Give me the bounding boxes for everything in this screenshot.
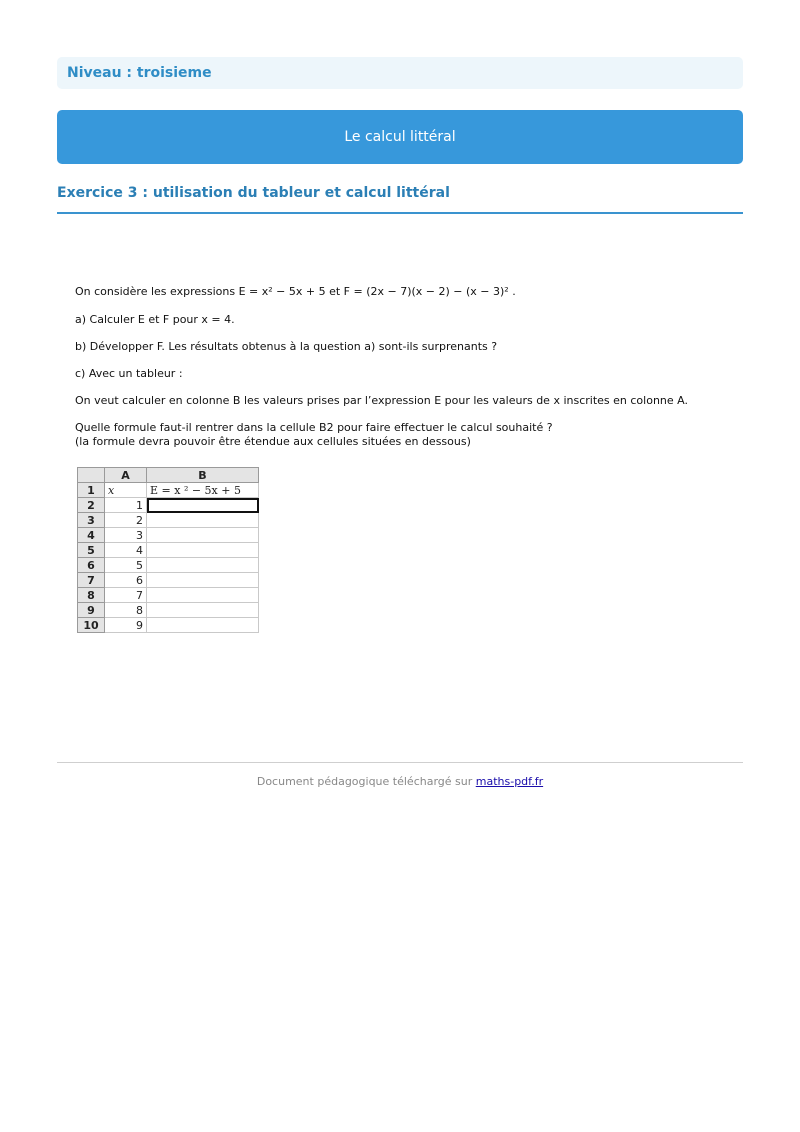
level-text: Niveau : troisieme [67,65,212,81]
footer [57,775,743,788]
row-header: 1 [78,483,105,498]
row-header: 7 [78,573,105,588]
title-divider [57,212,743,214]
table-row [78,618,259,633]
cell-a: 7 [105,588,147,603]
statement-line: (la formule devra pouvoir être étendue aux cellules situées en dessous) [75,435,471,448]
cell-b [147,588,259,603]
cell-a: 2 [105,513,147,528]
statement-line: Quelle formule faut-il rentrer dans la cellule B2 pour faire effectuer le calcul souhaité ? [75,421,553,434]
cell-b1: E = x ² − 5x + 5 [147,483,259,498]
cell-a: 6 [105,573,147,588]
cell-a: 8 [105,603,147,618]
cell-b2-selected [147,498,259,513]
spreadsheet [77,467,259,633]
cell-b [147,603,259,618]
cell-b [147,543,259,558]
row-header: 2 [78,498,105,513]
question-a: a) Calculer E et F pour x = 4. [75,313,235,326]
cell-a: 3 [105,528,147,543]
table-row [78,588,259,603]
column-header-row [78,468,259,483]
table-row [78,498,259,513]
question-b: b) Développer F. Les résultats obtenus à la question a) sont-ils surprenants ? [75,340,498,353]
footer-divider [57,762,743,763]
cell-b [147,528,259,543]
exercise-title: Exercice 3 : utilisation du tableur et calcul littéral [57,185,450,201]
topic-banner [57,110,743,164]
table-row [78,543,259,558]
topic-title: Le calcul littéral [344,129,456,145]
cell-a: 5 [105,558,147,573]
row-header: 10 [78,618,105,633]
corner-cell [78,468,105,483]
cell-b [147,573,259,588]
cell-b [147,558,259,573]
footer-link[interactable]: maths-pdf.fr [475,775,544,788]
column-header-b: B [147,468,259,483]
row-header: 5 [78,543,105,558]
column-header-a: A [105,468,147,483]
row-header: 8 [78,588,105,603]
table-row [78,528,259,543]
statement-line: On considère les expressions E = x² − 5x + 5 et F = (2x − 7)(x − 2) − (x − 3)² . [75,285,516,298]
question-c: c) Avec un tableur : [75,367,183,380]
statement-line: On veut calculer en colonne B les valeurs prises par l’expression E pour les valeurs de x inscrites en colonne A. [75,394,688,407]
cell-b [147,513,259,528]
row-header: 4 [78,528,105,543]
cell-b [147,618,259,633]
cell-a: 9 [105,618,147,633]
table-row [78,513,259,528]
row-header: 9 [78,603,105,618]
cell-a: 4 [105,543,147,558]
table-row [78,558,259,573]
table-row [78,483,259,498]
footer-text: Document pédagogique téléchargé sur [256,775,476,788]
cell-a: 1 [105,498,147,513]
row-header: 6 [78,558,105,573]
level-banner [57,57,743,89]
row-header: 3 [78,513,105,528]
cell-a1: x [105,483,147,498]
table-row [78,603,259,618]
table-row [78,573,259,588]
